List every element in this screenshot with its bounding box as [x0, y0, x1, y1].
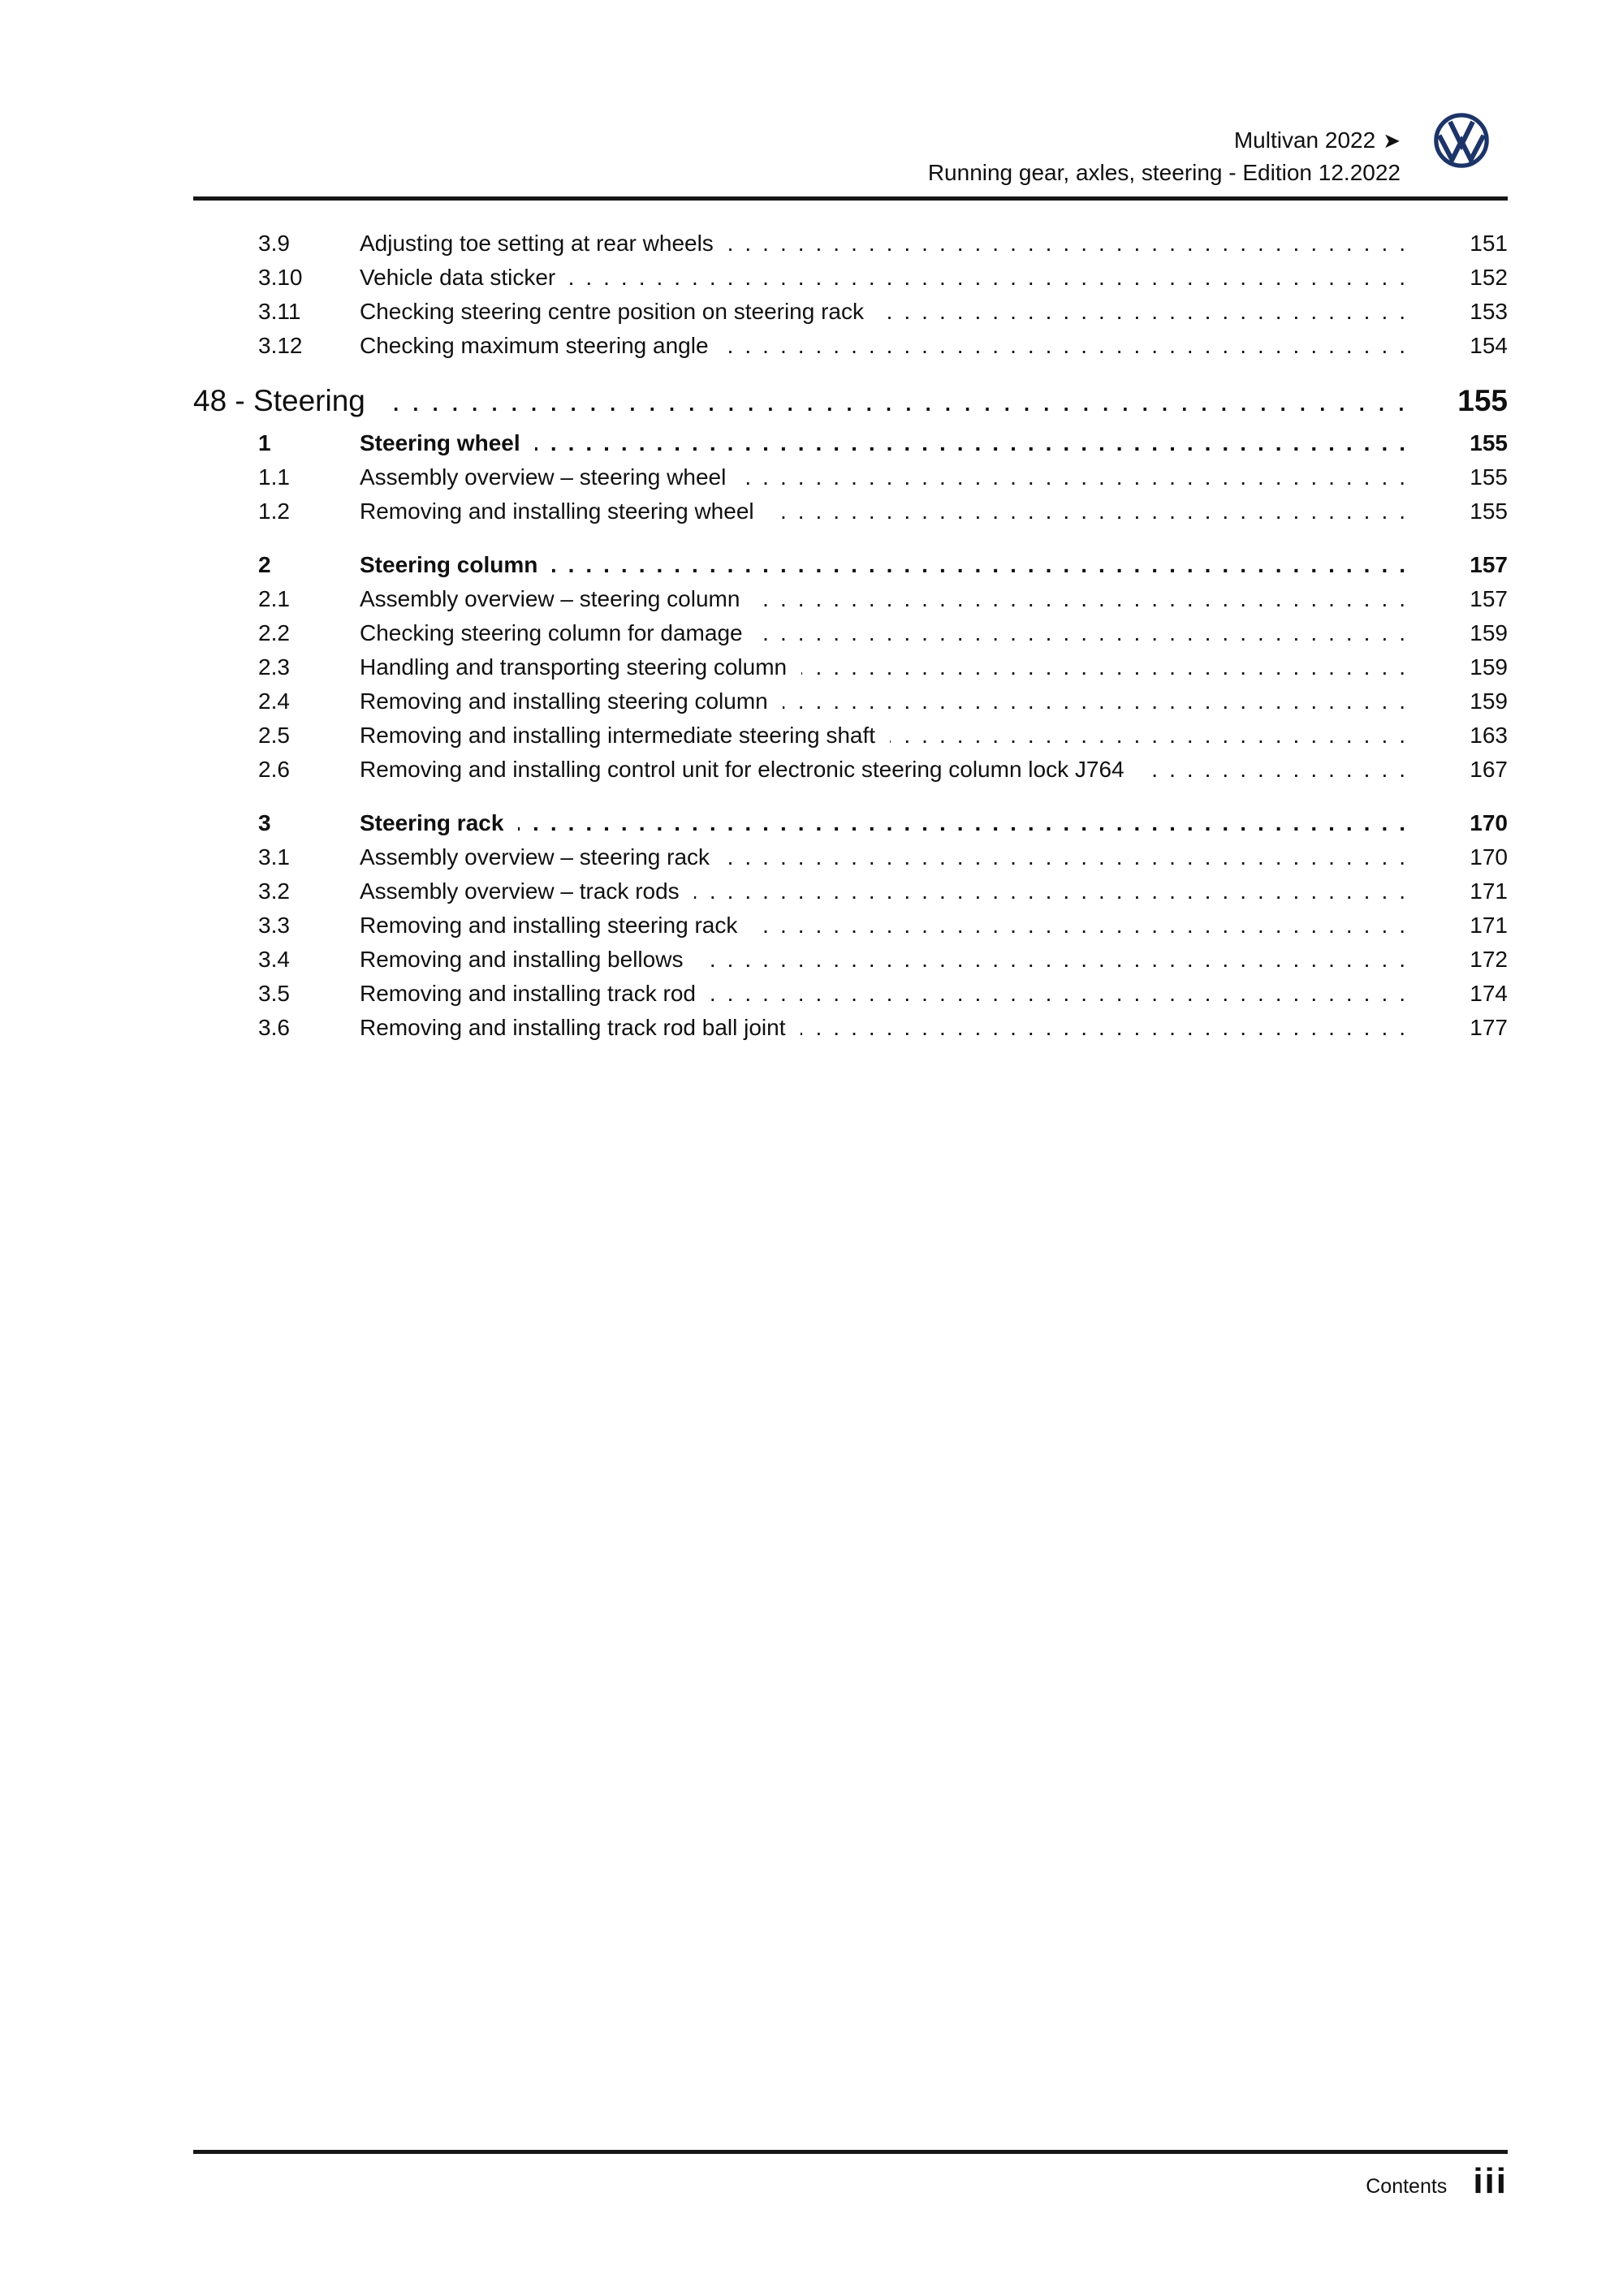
- toc-row[interactable]: [193, 908, 1508, 943]
- toc-row-page: 154: [1470, 333, 1508, 358]
- dot-leader: [1139, 753, 1417, 787]
- toc-row-title: Removing and installing bellows: [360, 947, 684, 972]
- dot-leader: [890, 719, 1417, 753]
- toc-row-number: 1: [258, 430, 271, 455]
- toc-row-title: Checking steering column for damage: [360, 620, 743, 645]
- toc-row[interactable]: [193, 582, 1508, 616]
- page-number: iii: [1473, 2161, 1508, 2201]
- toc-row[interactable]: [193, 426, 1508, 460]
- dot-leader: [801, 1011, 1418, 1045]
- toc-row[interactable]: [193, 753, 1508, 787]
- toc-row-page: 167: [1470, 757, 1508, 782]
- toc-row[interactable]: [193, 806, 1508, 840]
- toc-row[interactable]: [193, 494, 1508, 529]
- dot-leader: [754, 582, 1417, 616]
- toc-row-page: 157: [1470, 552, 1508, 577]
- toc-row-page: 170: [1470, 810, 1508, 835]
- dot-leader: [723, 329, 1417, 363]
- toc-row-title: Vehicle data sticker: [360, 265, 556, 290]
- toc-row-page: 159: [1470, 654, 1508, 680]
- dot-leader: [740, 460, 1417, 494]
- table-of-contents: [193, 227, 1508, 1045]
- toc-row-number: 3.9: [258, 231, 290, 256]
- toc-row-title: Checking steering centre position on steering rack: [360, 299, 865, 324]
- toc-row-page: 172: [1470, 947, 1508, 972]
- toc-row-title: Handling and transporting steering column: [360, 654, 788, 680]
- toc-row-page: 177: [1470, 1015, 1508, 1040]
- toc-row[interactable]: [193, 548, 1508, 582]
- toc-row-number: 2.4: [258, 688, 290, 714]
- toc-row-title: Steering column: [360, 552, 538, 577]
- toc-row[interactable]: [193, 261, 1508, 295]
- toc-row-number: 3.10: [258, 265, 303, 290]
- toc-row[interactable]: [193, 719, 1508, 753]
- toc-row-number: 1.1: [258, 464, 290, 490]
- toc-row-number: 2.3: [258, 654, 290, 680]
- toc-row-number: 1.2: [258, 498, 290, 524]
- toc-row-page: 155: [1457, 384, 1508, 417]
- dot-leader: [518, 806, 1417, 840]
- toc-row-page: 151: [1470, 231, 1508, 256]
- model-forward-arrow-icon: ➤: [1383, 128, 1401, 153]
- toc-row-title: Removing and installing control unit for electronic steering column lock J764: [360, 757, 1124, 782]
- toc-row-page: 159: [1470, 688, 1508, 714]
- toc-row-page: 159: [1470, 620, 1508, 645]
- toc-row[interactable]: [193, 616, 1508, 650]
- toc-row[interactable]: [193, 977, 1508, 1011]
- toc-row-number: 3: [258, 810, 271, 835]
- toc-row-title: Assembly overview – track rods: [360, 878, 680, 904]
- toc-row-title: Assembly overview – steering wheel: [360, 464, 727, 490]
- header-rule: [193, 196, 1508, 201]
- toc-row-number: 2: [258, 552, 271, 577]
- dot-leader: [697, 943, 1417, 977]
- toc-row-number: 2.5: [258, 723, 290, 748]
- toc-row-title: Adjusting toe setting at rear wheels: [360, 231, 714, 256]
- toc-row-title: Steering rack: [360, 810, 504, 835]
- toc-row-title: Assembly overview – steering rack: [360, 844, 710, 870]
- toc-row-page: 171: [1470, 878, 1508, 904]
- toc-row-page: 155: [1470, 430, 1508, 455]
- toc-row-page: 174: [1470, 981, 1508, 1006]
- dot-leader: [728, 227, 1417, 261]
- dot-leader: [783, 684, 1417, 719]
- toc-row-title: Steering wheel: [360, 430, 520, 455]
- dot-leader: [380, 382, 1417, 420]
- toc-row-number: 3.11: [258, 299, 301, 324]
- dot-leader: [801, 650, 1417, 684]
- dot-leader: [758, 616, 1417, 650]
- footer-section-label: Contents: [1366, 2175, 1448, 2198]
- toc-row[interactable]: [193, 943, 1508, 977]
- toc-row[interactable]: [193, 295, 1508, 329]
- toc-row[interactable]: [193, 329, 1508, 363]
- toc-row[interactable]: [193, 460, 1508, 494]
- toc-row-page: 163: [1470, 723, 1508, 748]
- toc-row-page: 152: [1470, 265, 1508, 290]
- toc-row-page: 170: [1470, 844, 1508, 870]
- dot-leader: [878, 295, 1417, 329]
- dot-leader: [769, 494, 1417, 529]
- toc-row-number: 2.6: [258, 757, 290, 782]
- toc-row-title: Assembly overview – steering column: [360, 586, 740, 611]
- toc-row[interactable]: [193, 382, 1508, 420]
- dot-leader: [535, 426, 1417, 460]
- toc-row[interactable]: [193, 650, 1508, 684]
- toc-row[interactable]: [193, 874, 1508, 908]
- toc-row-title: Removing and installing track rod: [360, 981, 696, 1006]
- toc-row-number: 3.5: [258, 981, 290, 1006]
- toc-row-title: Removing and installing intermediate steering shaft: [360, 723, 876, 748]
- toc-row[interactable]: [193, 840, 1508, 874]
- dot-leader: [710, 977, 1417, 1011]
- toc-row-page: 153: [1470, 299, 1508, 324]
- toc-row-title: Removing and installing steering wheel: [360, 498, 754, 524]
- toc-row-title: Removing and installing steering rack: [360, 913, 738, 938]
- header-model-line: [193, 124, 1401, 157]
- dot-leader: [724, 840, 1417, 874]
- dot-leader: [694, 874, 1417, 908]
- dot-leader: [752, 908, 1417, 943]
- dot-leader: [570, 261, 1417, 295]
- toc-row-number: 3.4: [258, 947, 290, 972]
- toc-row-number: 3.12: [258, 333, 303, 358]
- toc-row-page: 155: [1470, 464, 1508, 490]
- toc-row-title: Removing and installing steering column: [360, 688, 768, 714]
- page-header: [193, 124, 1401, 189]
- toc-row-title: Removing and installing track rod ball joint: [360, 1015, 786, 1040]
- toc-row[interactable]: [193, 1011, 1508, 1045]
- vw-logo-icon: [1433, 112, 1490, 169]
- toc-row[interactable]: [193, 227, 1508, 261]
- page-footer: [193, 2161, 1508, 2202]
- toc-row-number: 3.2: [258, 878, 290, 904]
- toc-row-number: 3.1: [258, 844, 290, 870]
- toc-row-page: 171: [1470, 913, 1508, 938]
- toc-row-title: 48 - Steering: [193, 384, 365, 417]
- toc-row-page: 155: [1470, 498, 1508, 524]
- toc-row-number: 2.1: [258, 586, 290, 611]
- toc-row[interactable]: [193, 684, 1508, 719]
- dot-leader: [552, 548, 1417, 582]
- toc-row-title: Checking maximum steering angle: [360, 333, 709, 358]
- header-subtitle: Running gear, axles, steering - Edition 12.2022: [927, 160, 1401, 185]
- toc-row-number: 3.3: [258, 913, 290, 938]
- toc-row-number: 2.2: [258, 620, 290, 645]
- toc-row-page: 157: [1470, 586, 1508, 611]
- toc-row-number: 3.6: [258, 1015, 290, 1040]
- footer-rule: [193, 2150, 1508, 2154]
- model-title: Multivan 2022: [1233, 127, 1376, 153]
